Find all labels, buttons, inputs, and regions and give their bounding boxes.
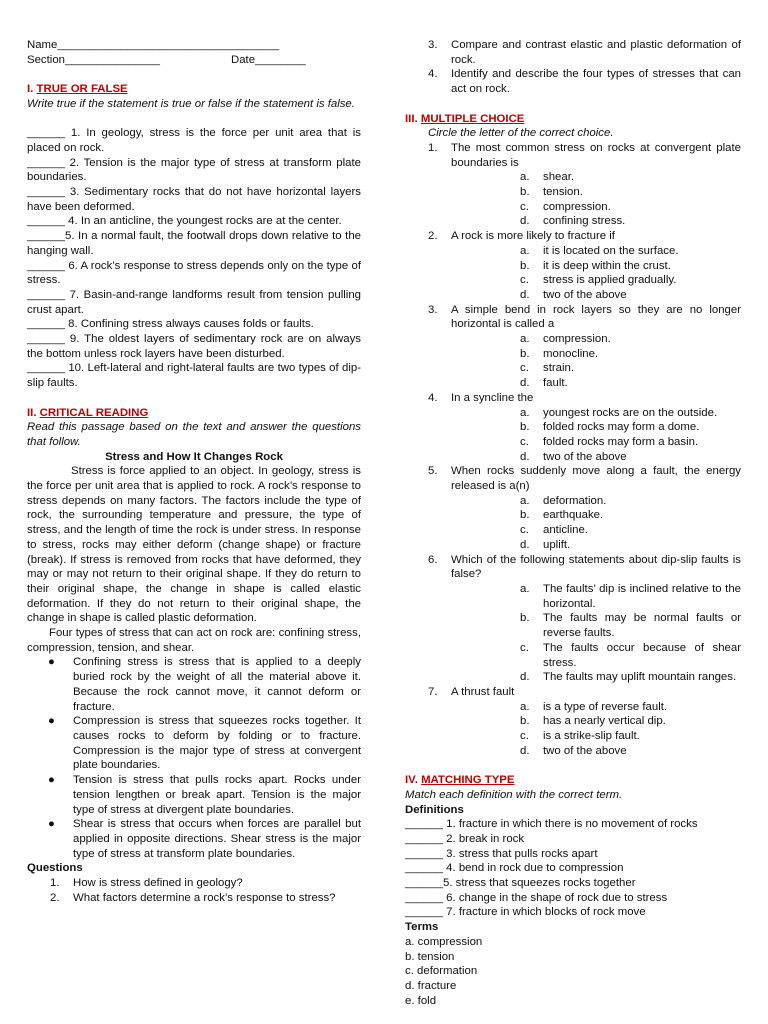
list-item: 2. What factors determine a rock’s response to stress? — [50, 891, 336, 904]
mc-option-letter[interactable]: a. — [520, 333, 530, 346]
mc-option-text: it is deep within the crust. — [543, 259, 671, 272]
mc-option-text: two of the above — [543, 744, 627, 757]
term-item: b. tension — [405, 950, 455, 963]
section-2-instruction: Read this passage based on the text and answer the questions that follow. — [27, 421, 361, 448]
passage-paragraph: Stress is force applied to an object. In geology, stress is the force per unit area that is applied to rock. A rock’s response to stress depends on many factors. The factors include the type of rock, the surrounding temperature and pressure, the type of stress, and the length of time the rock is under stress. In response to stress, rocks may either deform (change shape) or fracture (break). If stress is removed from rocks that have deformed, they may or may not return to their original shape. If they do return to their original shape, the change in shape is called elastic deformation. If they do not return to their original shape, the change in shape is called plastic deformation. — [27, 465, 361, 625]
mc-option-text: The faults’ dip is inclined relative to the horizontal. — [543, 583, 741, 610]
mc-option-text: deformation. — [543, 494, 607, 507]
mc-question — [405, 391, 741, 465]
definition-item: ______ 6. change in the shape of rock due to stress — [405, 891, 668, 904]
section-2-number: II. — [27, 406, 37, 419]
mc-question-text: A simple bend in rock layers so they are no longer horizontal is called a — [451, 303, 741, 331]
mc-question — [405, 685, 741, 759]
mc-option-letter[interactable]: a. — [520, 583, 530, 595]
list-item: 3. Compare and contrast elastic and plastic deformation of rock. — [428, 39, 741, 66]
mc-options — [451, 170, 741, 229]
mc-question — [405, 229, 741, 303]
mc-option-letter[interactable]: b. — [520, 715, 530, 728]
mc-option-letter[interactable]: d. — [520, 450, 530, 463]
mc-option-text: anticline. — [543, 524, 588, 537]
definition-item: ______ 1. fracture in which there is no movement of rocks — [405, 818, 698, 831]
mc-option-text: monocline. — [543, 347, 599, 360]
mc-question-number: 4. — [428, 391, 438, 404]
mc-options — [451, 244, 741, 303]
mc-question-text: The most common stress on rocks at convergent plate boundaries is — [451, 141, 741, 169]
mc-option[interactable] — [451, 744, 741, 759]
mc-options — [451, 700, 741, 759]
mc-option-letter[interactable]: a. — [520, 406, 530, 419]
section-1-instruction: Write true if the statement is true or false if the statement is false. — [27, 97, 355, 110]
mc-question — [405, 464, 741, 552]
mc-question-text: A thrust fault — [451, 685, 515, 698]
mc-options — [451, 406, 741, 465]
mc-option-text: is a type of reverse fault. — [543, 700, 668, 713]
definitions-list — [405, 817, 741, 920]
tf-item: ______ 4. In an anticline, the youngest rocks are at the center. — [27, 215, 342, 228]
tf-item: ______ 9. The oldest layers of sedimentary rock are on always the bottom unless rock layers have been disturbed. — [27, 333, 361, 360]
list-item: 1. How is stress defined in geology? — [50, 877, 243, 890]
mc-question-number: 7. — [428, 685, 438, 698]
mc-option[interactable] — [451, 185, 741, 200]
bullet-icon: ● — [48, 818, 55, 831]
mc-option-text: two of the above — [543, 450, 627, 463]
list-item: ● Compression is stress that squeezes rocks together. It causes rocks to deform by folding or to fracture. Compression is the major type of stress at convergent plate boundaries. — [48, 715, 361, 772]
mc-option-text: stress is applied gradually. — [543, 274, 677, 287]
mc-option-letter[interactable]: c. — [520, 730, 529, 743]
right-column — [405, 38, 741, 1008]
definition-item: ______ 2. break in rock — [405, 832, 525, 845]
mc-option-letter[interactable]: d. — [520, 671, 530, 684]
mc-option-text: shear. — [543, 171, 575, 184]
mc-options — [451, 494, 741, 553]
mc-option-text: The faults may be normal faults or reverse faults. — [543, 612, 741, 640]
section-3-number: III. — [405, 112, 418, 125]
mc-option-text: The faults occur because of shear stress. — [543, 641, 741, 669]
mc-option-letter[interactable]: b. — [520, 421, 530, 434]
mc-option-text: strain. — [543, 362, 575, 375]
mc-option-letter[interactable]: b. — [520, 186, 530, 199]
definitions-label: Definitions — [405, 803, 464, 816]
mc-option-text: compression. — [543, 333, 611, 346]
section-3-title: MULTIPLE CHOICE — [420, 112, 525, 125]
passage-title: Stress and How It Changes Rock — [105, 450, 283, 463]
mc-option-letter[interactable]: c. — [520, 524, 529, 537]
mc-question — [405, 303, 741, 391]
mc-option[interactable] — [451, 538, 741, 553]
tf-item: ______ 1. In geology, stress is the force per unit area that is placed on rock. — [27, 127, 361, 154]
mc-option[interactable] — [451, 714, 741, 729]
mc-option-text: youngest rocks are on the outside. — [543, 406, 718, 419]
term-item: d. fracture — [405, 979, 457, 992]
mc-option[interactable] — [451, 200, 741, 215]
mc-question-text: In a syncline the — [451, 391, 534, 404]
mc-option-letter[interactable]: a. — [520, 244, 530, 257]
term-item: a. compression — [405, 935, 483, 948]
mc-option-text: has a nearly vertical dip. — [543, 715, 666, 728]
mc-question-text: Which of the following statements about dip-slip faults is false? — [451, 553, 741, 581]
mc-option-letter[interactable]: b. — [520, 509, 530, 522]
mc-option[interactable] — [451, 420, 741, 435]
reading-questions — [27, 876, 361, 905]
section-4-number: IV. — [405, 774, 418, 787]
section-4-title: MATCHING TYPE — [421, 774, 515, 787]
bullet-icon: ● — [48, 774, 55, 787]
mc-option[interactable] — [451, 700, 741, 715]
mc-question — [405, 141, 741, 229]
mc-question-number: 5. — [428, 465, 438, 478]
mc-option[interactable] — [451, 523, 741, 538]
mc-option[interactable] — [451, 729, 741, 744]
name-line: Name___________________________________ — [27, 39, 280, 51]
tf-item: ______ 2. Tension is the major type of stress at transform plate boundaries. — [27, 156, 361, 184]
list-item: ● Shear is stress that occurs when forces are parallel but applied in opposite directions. Shear stress is the major type of stress at transform plate boundaries. — [48, 818, 361, 860]
mc-option-text: uplift. — [543, 538, 571, 551]
term-item: c. deformation — [405, 965, 478, 978]
term-item: e. fold — [405, 994, 437, 1007]
mc-option[interactable] — [451, 435, 741, 450]
mc-question-number: 2. — [428, 230, 438, 243]
section-2-title: CRITICAL READING — [39, 406, 149, 419]
mc-option[interactable] — [451, 611, 741, 640]
list-item: ● Tension is stress that pulls rocks apart. Rocks under tension lengthen or break apart. Tension is the major type of stress at divergent plate boundaries. — [48, 774, 361, 816]
mc-option[interactable] — [451, 259, 741, 274]
definition-item: ______ 4. bend in rock due to compression — [405, 862, 624, 875]
mc-option-text: fault. — [543, 377, 568, 390]
mc-option[interactable] — [451, 347, 741, 362]
list-item: ● Confining stress is stress that is applied to a deeply buried rock by the weight of all the material above it. Because the rock cannot move, it cannot deform or fracture. — [48, 656, 361, 713]
mc-option[interactable] — [451, 641, 741, 670]
section-1-heading — [27, 82, 361, 97]
mc-question-text: A rock is more likely to fracture if — [451, 230, 615, 243]
mc-option-letter[interactable]: c. — [520, 641, 529, 654]
mc-option[interactable] — [451, 332, 741, 347]
mc-option-text: compression. — [543, 200, 611, 213]
mc-option-text: folded rocks may form a dome. — [543, 421, 700, 434]
mc-option-letter[interactable]: b. — [520, 612, 530, 625]
definition-item: ______5. stress that squeezes rocks together — [405, 877, 636, 890]
mc-option-letter[interactable]: d. — [520, 744, 530, 757]
mc-option-letter[interactable]: b. — [520, 347, 530, 360]
tf-item: ______ 7. Basin-and-range landforms result from tension pulling crust apart. — [27, 288, 361, 316]
mc-option-text: is a strike-slip fault. — [543, 730, 640, 743]
mc-option-letter[interactable]: c. — [520, 362, 529, 375]
left-column — [27, 38, 361, 905]
multiple-choice-list — [405, 141, 741, 759]
definition-item: ______ 3. stress that pulls rocks apart — [405, 847, 598, 860]
section-2-heading — [27, 406, 361, 421]
mc-option[interactable] — [451, 273, 741, 288]
mc-option-text: confining stress. — [543, 215, 626, 228]
terms-label: Terms — [405, 921, 439, 934]
section-4-instruction: Match each definition with the correct term. — [405, 788, 623, 801]
mc-option-letter[interactable]: d. — [520, 288, 530, 301]
mc-option[interactable] — [451, 582, 741, 611]
questions-label: Questions — [27, 862, 83, 875]
mc-option-letter[interactable]: c. — [520, 200, 529, 213]
section-3-instruction: Circle the letter of the correct choice. — [428, 127, 614, 140]
section-line: Section_______________ — [27, 53, 161, 66]
mc-option-letter[interactable]: a. — [520, 171, 530, 184]
definition-item: ______ 7. fracture in which blocks of rock move — [405, 906, 646, 919]
mc-option-text: tension. — [543, 186, 583, 199]
mc-option[interactable] — [451, 508, 741, 523]
mc-question-number: 3. — [428, 303, 438, 316]
mc-question-number: 1. — [428, 141, 438, 154]
mc-option[interactable] — [451, 170, 741, 185]
mc-question-number: 6. — [428, 553, 438, 566]
mc-option-letter[interactable]: c. — [520, 274, 529, 287]
section-date-row — [27, 53, 361, 68]
true-false-list — [27, 126, 361, 391]
mc-option-letter[interactable]: a. — [520, 700, 530, 713]
list-item: 4. Identify and describe the four types of stresses that can act on rock. — [428, 68, 741, 96]
mc-option[interactable] — [451, 361, 741, 376]
mc-option[interactable] — [451, 406, 741, 421]
mc-option-text: The faults may uplift mountain ranges. — [543, 671, 737, 684]
mc-option-text: it is located on the surface. — [543, 244, 679, 257]
stress-type-list — [27, 655, 361, 861]
tf-item: ______ 6. A rock’s response to stress depends only on the type of stress. — [27, 259, 361, 287]
mc-option[interactable] — [451, 376, 741, 391]
section-4-heading — [405, 773, 741, 788]
mc-option-letter[interactable]: c. — [520, 435, 529, 448]
mc-option[interactable] — [451, 670, 741, 685]
terms-list — [405, 935, 741, 1009]
mc-option-letter[interactable]: b. — [520, 259, 530, 272]
tf-item: ______ 8. Confining stress always causes folds or faults. — [27, 318, 314, 331]
mc-option-text: earthquake. — [543, 509, 604, 522]
section-1-title: TRUE OR FALSE — [36, 83, 128, 96]
date-line: Date________ — [231, 53, 306, 66]
mc-option-text: two of the above — [543, 288, 627, 301]
mc-option[interactable] — [451, 288, 741, 303]
mc-option[interactable] — [451, 214, 741, 229]
mc-option-letter[interactable]: d. — [520, 538, 530, 551]
tf-item: ______5. In a normal fault, the footwall drops down relative to the hanging wall. — [27, 230, 361, 257]
tf-item: ______ 3. Sedimentary rocks that do not have horizontal layers have been deformed. — [27, 186, 361, 213]
mc-option-letter[interactable]: a. — [520, 494, 530, 507]
bullet-icon: ● — [48, 656, 55, 669]
bullet-icon: ● — [48, 715, 55, 728]
reading-questions-continued — [405, 38, 741, 97]
mc-option[interactable] — [451, 450, 741, 465]
section-1-number: I. — [27, 83, 34, 96]
mc-option[interactable] — [451, 244, 741, 259]
mc-question-text: When rocks suddenly move along a fault, the energy released is a(n) — [451, 465, 741, 493]
mc-options — [451, 332, 741, 391]
mc-option[interactable] — [451, 494, 741, 509]
mc-option-letter[interactable]: d. — [520, 215, 530, 228]
section-3-heading — [405, 112, 741, 127]
passage-paragraph: Four types of stress that can act on rock are: confining stress, compression, tension, and shear. — [27, 627, 361, 654]
mc-option-letter[interactable]: d. — [520, 377, 530, 390]
mc-question — [405, 553, 741, 685]
mc-option-text: folded rocks may form a basin. — [543, 435, 699, 448]
mc-options — [451, 582, 741, 685]
tf-item: ______ 10. Left-lateral and right-lateral faults are two types of dip-slip faults. — [27, 362, 361, 390]
